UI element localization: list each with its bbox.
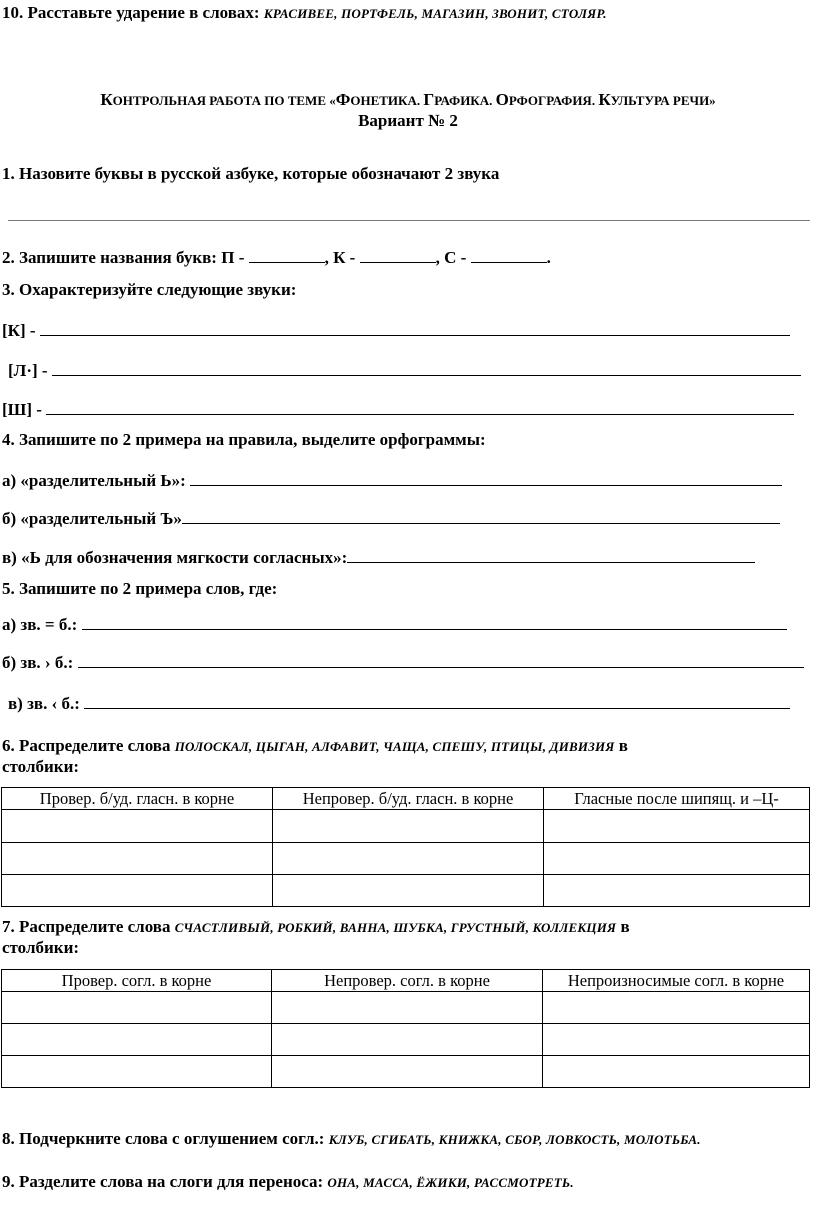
table-cell[interactable] xyxy=(273,810,544,843)
sounds-a: а) зв. = б.: xyxy=(2,614,787,635)
question-10-words: КРАСИВЕЕ, ПОРТФЕЛЬ, МАГАЗИН, ЗВОНИТ, СТОЛЯР. xyxy=(263,6,607,21)
table-row xyxy=(2,843,810,875)
table-cell[interactable] xyxy=(2,810,273,843)
question-5: 5. Запишите по 2 примера слов, где: xyxy=(2,579,278,598)
question-6-line2: столбики: xyxy=(2,757,80,776)
question-1: 1. Назовите буквы в русской азбуке, которые обозначают 2 звука xyxy=(2,164,500,183)
table-cell[interactable] xyxy=(272,1024,543,1056)
table-cell[interactable] xyxy=(543,992,810,1024)
answer-blank-p[interactable] xyxy=(249,247,325,263)
table-row xyxy=(2,992,810,1024)
answer-line-rule-b[interactable] xyxy=(182,508,780,524)
answer-line-sounds-c[interactable] xyxy=(84,693,790,709)
sound-sh: [Ш] - xyxy=(2,399,794,420)
question-10-label: 10. Расставьте ударение в словах: xyxy=(2,3,264,22)
question-6: 6. Распределите слова ПОЛОСКАЛ, ЦЫГАН, АЛФАВИТ, ЧАЩА, СПЕШУ, ПТИЦЫ, ДИВИЗИЯ в xyxy=(2,736,628,755)
column-header: Провер. согл. в корне xyxy=(2,970,272,992)
table-cell[interactable] xyxy=(2,843,273,875)
table-row xyxy=(2,1056,810,1088)
table-cell[interactable] xyxy=(543,1056,810,1088)
table-cell[interactable] xyxy=(2,992,272,1024)
table-header-row xyxy=(2,788,810,810)
answer-line-rule-a[interactable] xyxy=(190,470,782,486)
table-cell[interactable] xyxy=(272,992,543,1024)
table-cell[interactable] xyxy=(544,875,810,907)
question-8: 8. Подчеркните слова с оглушением согл.: КЛУБ, СГИБАТЬ, КНИЖКА, СБОР, ЛОВКОСТЬ, МОЛОТЬБА. xyxy=(2,1129,701,1148)
table-row xyxy=(2,1024,810,1056)
sounds-c: в) зв. ‹ б.: xyxy=(8,693,790,714)
sound-l: [Л·] - xyxy=(8,360,801,381)
column-header: Непровер. согл. в корне xyxy=(272,970,543,992)
table-header-row xyxy=(2,970,810,992)
table-q6 xyxy=(1,787,810,907)
answer-line-sounds-b[interactable] xyxy=(78,652,804,668)
table-cell[interactable] xyxy=(543,1024,810,1056)
question-3: 3. Охарактеризуйте следующие звуки: xyxy=(2,280,297,299)
table-q7 xyxy=(1,969,810,1088)
answer-blank-k[interactable] xyxy=(360,247,436,263)
table-row xyxy=(2,875,810,907)
question-7: 7. Распределите слова СЧАСТЛИВЫЙ, РОБКИЙ, ВАННА, ШУБКА, ГРУСТНЫЙ, КОЛЛЕКЦИЯ в xyxy=(2,917,630,936)
column-header: Провер. б/уд. гласн. в корне xyxy=(2,788,273,810)
column-header: Непровер. б/уд. гласн. в корне xyxy=(273,788,544,810)
table-row xyxy=(2,810,810,843)
sound-k: [К] - xyxy=(2,320,790,341)
table-cell[interactable] xyxy=(273,843,544,875)
table-cell[interactable] xyxy=(2,1056,272,1088)
table-cell[interactable] xyxy=(544,810,810,843)
table-cell[interactable] xyxy=(544,843,810,875)
question-10 xyxy=(2,3,607,24)
answer-line-sound-k[interactable] xyxy=(40,320,790,336)
rule-c: в) «Ь для обозначения мягкости согласных»: xyxy=(2,547,755,568)
column-header: Гласные после шипящ. и –Ц- xyxy=(544,788,810,810)
rule-a: а) «разделительный Ь»: xyxy=(2,470,782,491)
answer-line-sound-sh[interactable] xyxy=(46,399,794,415)
table-cell[interactable] xyxy=(272,1056,543,1088)
answer-line-sound-l[interactable] xyxy=(52,360,801,376)
question-9: 9. Разделите слова на слоги для переноса: ОНА, МАССА, ЁЖИКИ, РАССМОТРЕТЬ. xyxy=(2,1172,574,1191)
answer-line-1[interactable] xyxy=(8,220,810,221)
answer-line-rule-c[interactable] xyxy=(347,547,755,563)
answer-line-sounds-a[interactable] xyxy=(82,614,787,630)
question-2: 2. Запишите названия букв: П - , К - , С - . xyxy=(2,248,551,267)
table-cell[interactable] xyxy=(2,1024,272,1056)
question-7-line2: столбики: xyxy=(2,938,80,957)
table-cell[interactable] xyxy=(2,875,273,907)
sounds-b: б) зв. › б.: xyxy=(2,652,804,673)
rule-b: б) «разделительный Ъ» xyxy=(2,508,780,529)
question-4: 4. Запишите по 2 примера на правила, выделите орфограммы: xyxy=(2,430,486,449)
answer-blank-s[interactable] xyxy=(471,247,547,263)
test-title: КОНТРОЛЬНАЯ РАБОТА ПО ТЕМЕ «ФОНЕТИКА. ГРАФИКА. ОРФОГРАФИЯ. КУЛЬТУРА РЕЧИ» xyxy=(100,90,716,109)
table-cell[interactable] xyxy=(273,875,544,907)
variant-title: Вариант № 2 xyxy=(358,111,458,130)
column-header: Непроизносимые согл. в корне xyxy=(543,970,810,992)
